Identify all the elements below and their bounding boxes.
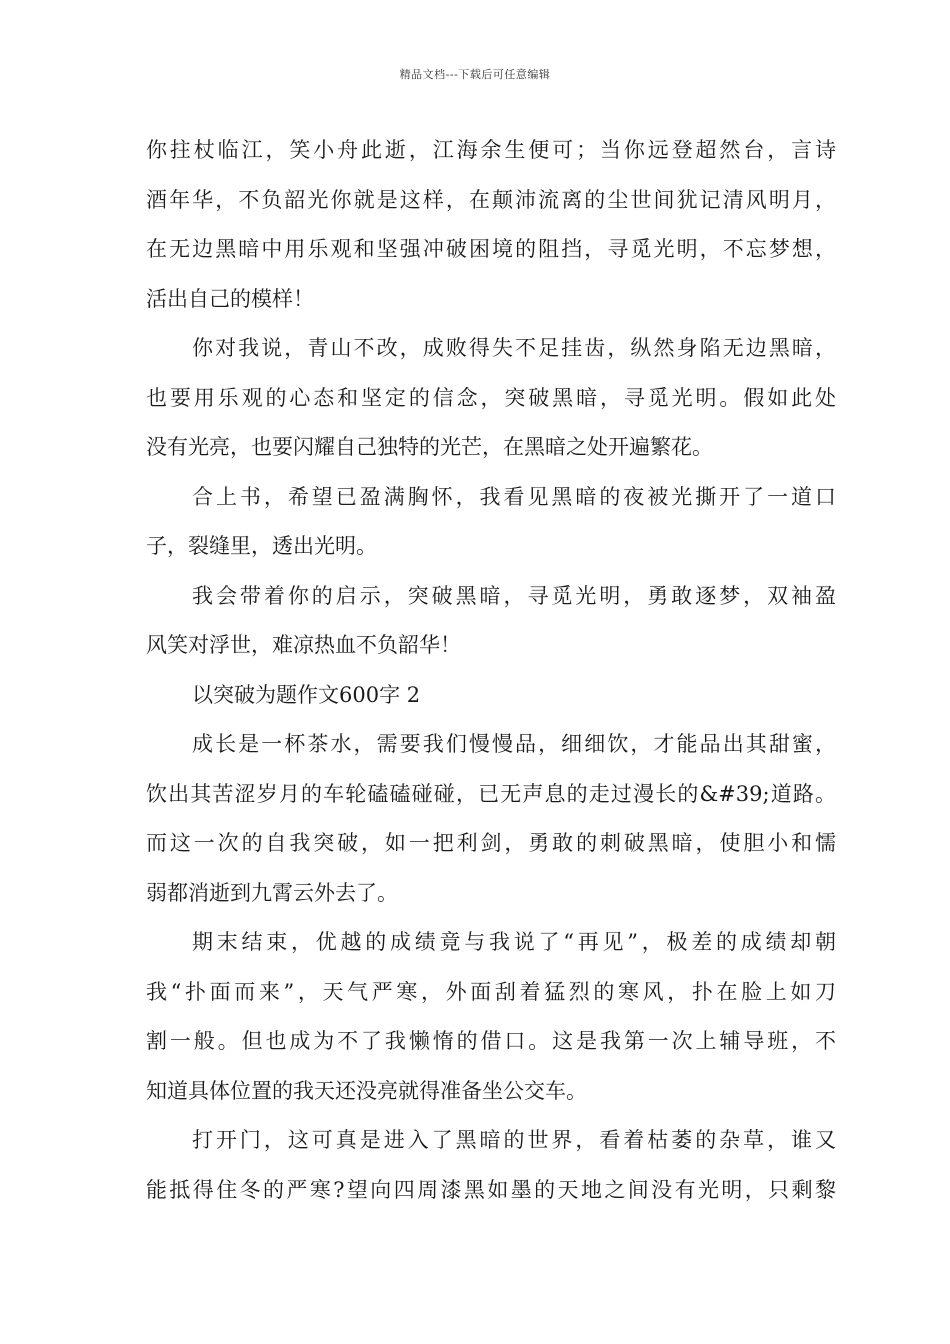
text-line: 我会带着你的启示，突破黑暗，寻觅光明，勇敢逐梦，双袖盈 <box>192 583 836 608</box>
text-line: 活出自己的模样！ <box>146 286 314 311</box>
text-line: 割一般。但也成为不了我懒惰的借口。这是我第一次上辅导班，不 <box>146 1029 836 1053</box>
text-line: 在无边黑暗中用乐观和坚强冲破困境的阻挡，寻觅光明，不忘梦想， <box>146 237 836 261</box>
text-line: 弱都消逝到九霄云外去了。 <box>146 880 398 905</box>
article-body <box>146 126 836 1215</box>
text-line: 知道具体位置的我天还没亮就得准备坐公交车。 <box>146 1078 587 1103</box>
text-line: 成长是一杯茶水，需要我们慢慢品，细细饮，才能品出其甜蜜， <box>192 732 836 756</box>
text-line: 而这一次的自我突破，如一把利剑，勇敢的刺破黑暗，使胆小和懦 <box>146 831 836 855</box>
text-line: 能抵得住冬的严寒?望向四周漆黑如墨的天地之间没有光明，只剩黎 <box>146 1177 836 1202</box>
page-header: 精品文档---下载后可任意编辑 <box>399 68 551 81</box>
text-line: 风笑对浮世，难凉热血不负韶华！ <box>146 633 461 657</box>
text-line: 合上书，希望已盈满胸怀，我看见黑暗的夜被光撕开了一道口 <box>192 484 836 509</box>
text-line: 我“扑面而来”，天气严寒，外面刮着猛烈的寒风，扑在脸上如刀 <box>146 979 836 1004</box>
text-line: 期末结束，优越的成绩竟与我说了“再见”，极差的成绩却朝 <box>192 930 836 954</box>
text-line: 子，裂缝里，透出光明。 <box>146 534 377 558</box>
text-line: 没有光亮，也要闪耀自己独特的光芒，在黑暗之处开遍繁花。 <box>146 435 713 459</box>
text-line: 酒年华，不负韶光你就是这样，在颠沛流离的尘世间犹记清风明月， <box>146 187 836 212</box>
text-line: 打开门，这可真是进入了黑暗的世界，看着枯萎的杂草，谁又 <box>192 1128 836 1152</box>
text-line: 饮出其苦涩岁月的车轮磕磕碰碰，已无声息的走过漫长的&#39;道路。 <box>146 781 836 806</box>
text-line: 也要用乐观的心态和坚定的信念，突破黑暗，寻觅光明。假如此处 <box>146 385 836 410</box>
essay-heading: 以突破为题作文600字 2 <box>192 682 421 707</box>
text-line: 你对我说，青山不改，成败得失不足挂齿，纵然身陷无边黑暗， <box>192 336 836 360</box>
text-line: 你拄杖临江，笑小舟此逝，江海余生便可；当你远登超然台，言诗 <box>146 138 836 162</box>
